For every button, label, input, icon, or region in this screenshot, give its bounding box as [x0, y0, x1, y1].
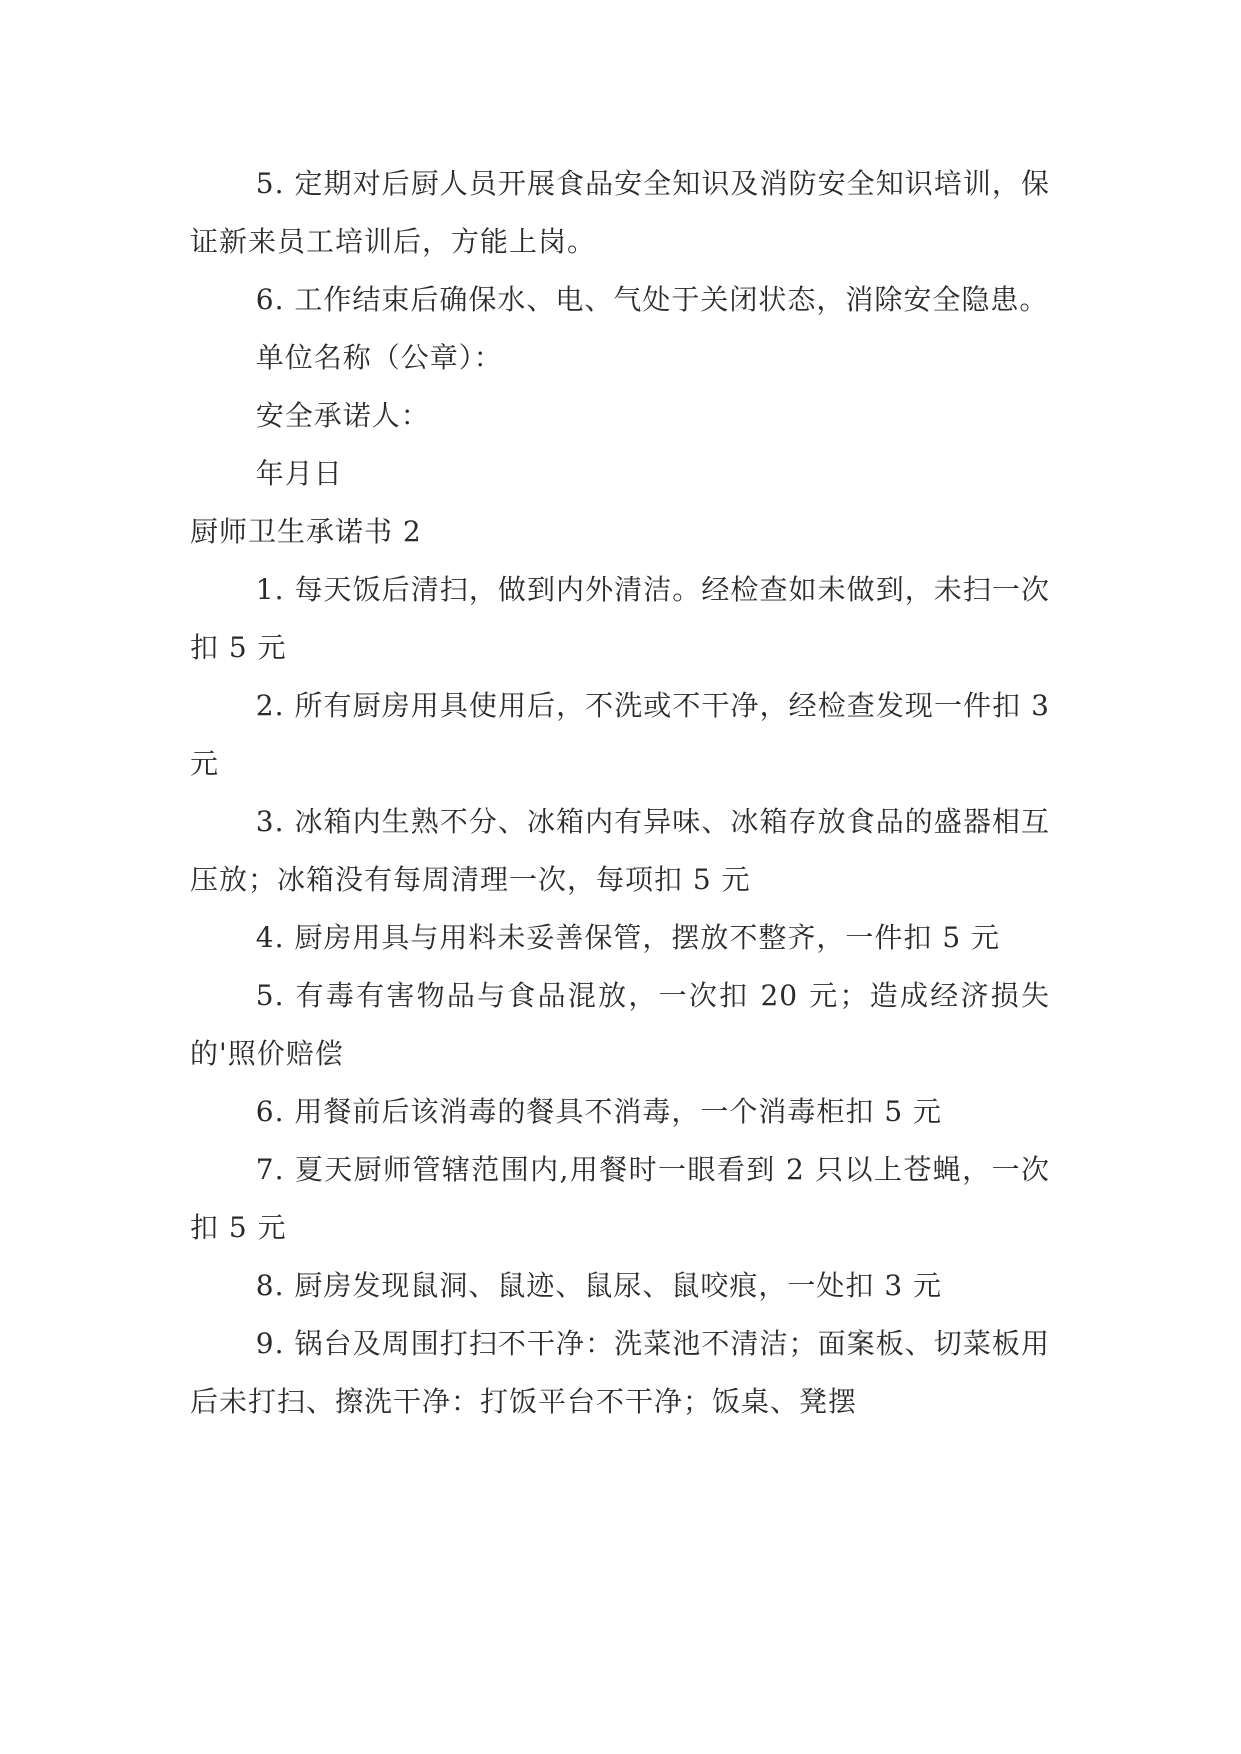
safety-promiser-line: 安全承诺人：	[255, 399, 430, 432]
rule-item-7: 7. 夏天厨师管辖范围内,用餐时一眼看到 2 只以上苍蝇，一次扣 5 元	[190, 1153, 1050, 1244]
rule-item-5: 5. 有毒有害物品与食品混放，一次扣 20 元；造成经济损失的'照价赔偿	[190, 979, 1050, 1070]
date-line: 年月日	[255, 457, 343, 490]
rule-item-9: 9. 锅台及周围打扫不干净：洗菜池不清洁；面案板、切菜板用后未打扫、擦洗干净：打饭平台不干净；饭桌、凳摆	[190, 1327, 1050, 1418]
rule-item-2: 2. 所有厨房用具使用后，不洗或不干净，经检查发现一件扣 3 元	[190, 689, 1050, 780]
rule-item-4: 4. 厨房用具与用料未妥善保管，摆放不整齐，一件扣 5 元	[255, 921, 1001, 954]
paragraph-item-5-training: 5. 定期对后厨人员开展食品安全知识及消防安全知识培训，保证新来员工培训后，方能上岗。	[190, 167, 1050, 258]
rule-item-3: 3. 冰箱内生熟不分、冰箱内有异味、冰箱存放食品的盛器相互压放；冰箱没有每周清理一次，每项扣 5 元	[190, 805, 1050, 896]
rule-item-8: 8. 厨房发现鼠洞、鼠迹、鼠尿、鼠咬痕，一处扣 3 元	[255, 1269, 943, 1302]
unit-name-line: 单位名称（公章）：	[255, 341, 503, 374]
document-page	[190, 155, 1050, 1431]
section-title: 厨师卫生承诺书 2	[190, 515, 422, 548]
paragraph-item-6-shutdown: 6. 工作结束后确保水、电、气处于关闭状态，消除安全隐患。	[255, 283, 1049, 316]
rule-item-1: 1. 每天饭后清扫，做到内外清洁。经检查如未做到，未扫一次扣 5 元	[190, 573, 1050, 664]
rule-item-6: 6. 用餐前后该消毒的餐具不消毒，一个消毒柜扣 5 元	[255, 1095, 943, 1128]
